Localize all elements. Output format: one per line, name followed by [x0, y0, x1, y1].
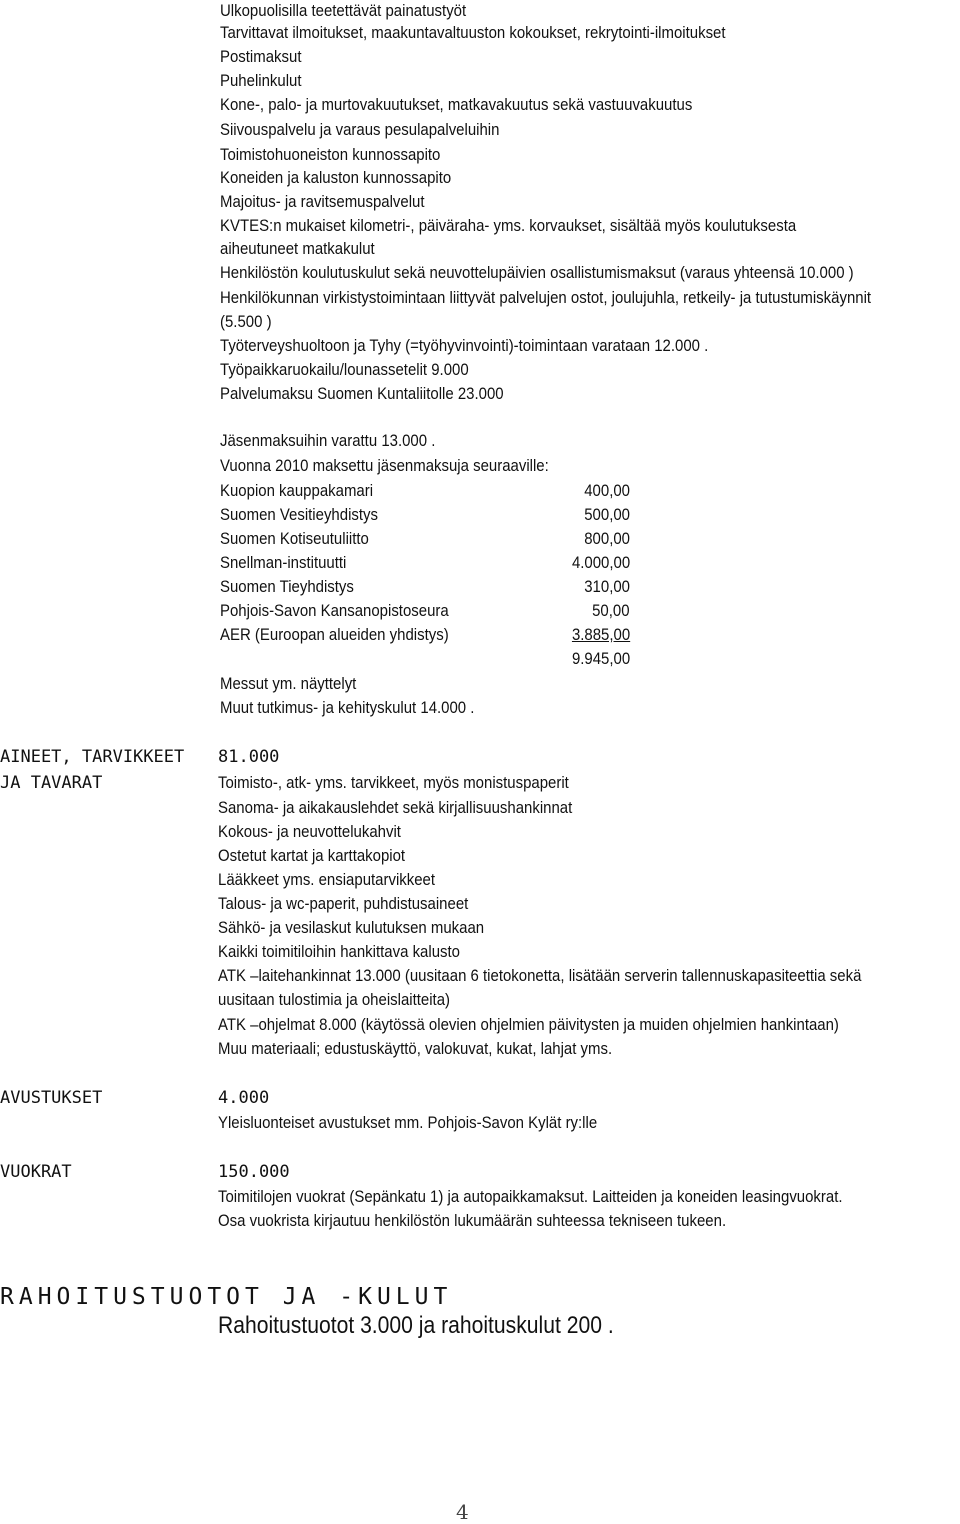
list-item: Ulkopuolisilla teetettävät painatustyöt: [220, 1, 467, 20]
list-item: Työpaikkaruokailu/lounassetelit 9.000: [220, 360, 469, 379]
list-item: Kone-, palo- ja murtovakuutukset, matkavakuutus sekä vastuuvakuutus: [220, 95, 693, 114]
member-total: 9.945,00: [571, 649, 630, 668]
member-amount: 400,00: [584, 481, 630, 500]
list-item: Puhelinkulut: [220, 71, 302, 90]
list-item: Messut ym. näyttelyt: [220, 674, 357, 693]
list-item: Osa vuokrista kirjautuu henkilöstön lukumäärän suhteessa tekniseen tukeen.: [218, 1211, 727, 1230]
list-item: Sähkö- ja vesilaskut kulutuksen mukaan: [218, 918, 485, 937]
list-item: Koneiden ja kaluston kunnossapito: [220, 168, 452, 187]
section-amount: 150.000: [218, 1162, 290, 1182]
member-row: Suomen Vesitieyhdistys 500,00: [220, 503, 630, 527]
list-item: Toimistohuoneiston kunnossapito: [220, 145, 441, 164]
list-item: Kaikki toimitiloihin hankittava kalusto: [218, 942, 460, 961]
list-item: Palvelumaksu Suomen Kuntaliitolle 23.000: [220, 384, 504, 403]
section-heading: AVUSTUKSET: [0, 1088, 103, 1108]
list-item: Työterveyshuoltoon ja Tyhy (=työhyvinvointi)-toimintaan varataan 12.000 .: [220, 336, 709, 355]
page-number: 4: [456, 1500, 469, 1524]
list-item: Toimitilojen vuokrat (Sepänkatu 1) ja autopaikkamaksut. Laitteiden ja koneiden leasingvuokrat.: [218, 1187, 843, 1206]
list-item: Postimaksut: [220, 47, 302, 66]
list-item: Majoitus- ja ravitsemuspalvelut: [220, 192, 425, 211]
member-amount: 310,00: [584, 577, 630, 596]
list-item: Muu materiaali; edustuskäyttö, valokuvat, kukat, lahjat yms.: [218, 1039, 613, 1058]
member-row: Suomen Tieyhdistys 310,00: [220, 575, 630, 599]
rahoitus-line: Rahoitustuotot 3.000 ja rahoituskulut 200 .: [218, 1312, 614, 1339]
member-amount: 800,00: [584, 529, 630, 548]
list-item: uusitaan tulostimia ja oheislaitteita): [218, 990, 451, 1009]
member-row: Pohjois-Savon Kansanopistoseura 50,00: [220, 599, 630, 623]
section-amount: 81.000: [218, 747, 280, 767]
list-item: Henkilökunnan virkistystoimintaan liittyvät palvelujen ostot, joulujuhla, retkeily- ja tutustumiskäynnit: [220, 288, 872, 307]
member-total-row: [220, 647, 630, 671]
member-row: Snellman-instituutti 4.000,00: [220, 551, 630, 575]
list-item: Lääkkeet yms. ensiaputarvikkeet: [218, 870, 436, 889]
section-amount: 4.000: [218, 1088, 270, 1108]
member-row: Suomen Kotiseutuliitto 800,00: [220, 527, 630, 551]
list-item: KVTES:n mukaiset kilometri-, päiväraha- yms. korvaukset, sisältää myös koulutuksesta: [220, 216, 797, 235]
member-row: Kuopion kauppakamari 400,00: [220, 479, 630, 503]
member-amount: 4.000,00: [571, 553, 630, 572]
section-heading: VUOKRAT: [0, 1162, 72, 1182]
member-row: AER (Euroopan alueiden yhdistys) 3.885,00: [220, 623, 630, 647]
list-item: Talous- ja wc-paperit, puhdistusaineet: [218, 894, 469, 913]
list-item: aiheutuneet matkakulut: [220, 239, 375, 258]
list-item: Muut tutkimus- ja kehityskulut 14.000 .: [220, 698, 475, 717]
section-heading-large: RAHOITUSTUOTOT JA -KULUT: [0, 1284, 453, 1310]
list-item: Kokous- ja neuvottelukahvit: [218, 822, 401, 841]
list-item: Siivouspalvelu ja varaus pesulapalveluihin: [220, 120, 500, 139]
member-amount: 3.885,00: [571, 625, 630, 644]
list-item: Tarvittavat ilmoitukset, maakuntavaltuuston kokoukset, rekrytointi-ilmoitukset: [220, 23, 726, 42]
member-amount: 50,00: [592, 601, 630, 620]
list-item: Yleisluonteiset avustukset mm. Pohjois-Savon Kylät ry:lle: [218, 1113, 598, 1132]
list-item: Henkilöstön koulutuskulut sekä neuvottelupäivien osallistumismaksut (varaus yhteensä 10.000 ): [220, 263, 854, 282]
member-amount: 500,00: [584, 505, 630, 524]
list-item: ATK –laitehankinnat 13.000 (uusitaan 6 tietokonetta, lisätään serverin tallennuskapasiteettia sekä: [218, 966, 862, 985]
list-item: Toimisto-, atk- yms. tarvikkeet, myös monistuspaperit: [218, 773, 569, 792]
section-heading-cont: JA TAVARAT: [0, 773, 103, 793]
list-item: (5.500 ): [220, 312, 272, 331]
membership-budget: Jäsenmaksuihin varattu 13.000 .: [220, 431, 436, 450]
list-item: ATK –ohjelmat 8.000 (käytössä olevien ohjelmien päivitysten ja muiden ohjelmien hankintaan): [218, 1015, 839, 1034]
list-item: Ostetut kartat ja karttakopiot: [218, 846, 406, 865]
section-heading: AINEET, TARVIKKEET: [0, 747, 185, 767]
membership-intro: Vuonna 2010 maksettu jäsenmaksuja seuraaville:: [220, 456, 549, 475]
list-item: Sanoma- ja aikakauslehdet sekä kirjallisuushankinnat: [218, 798, 573, 817]
